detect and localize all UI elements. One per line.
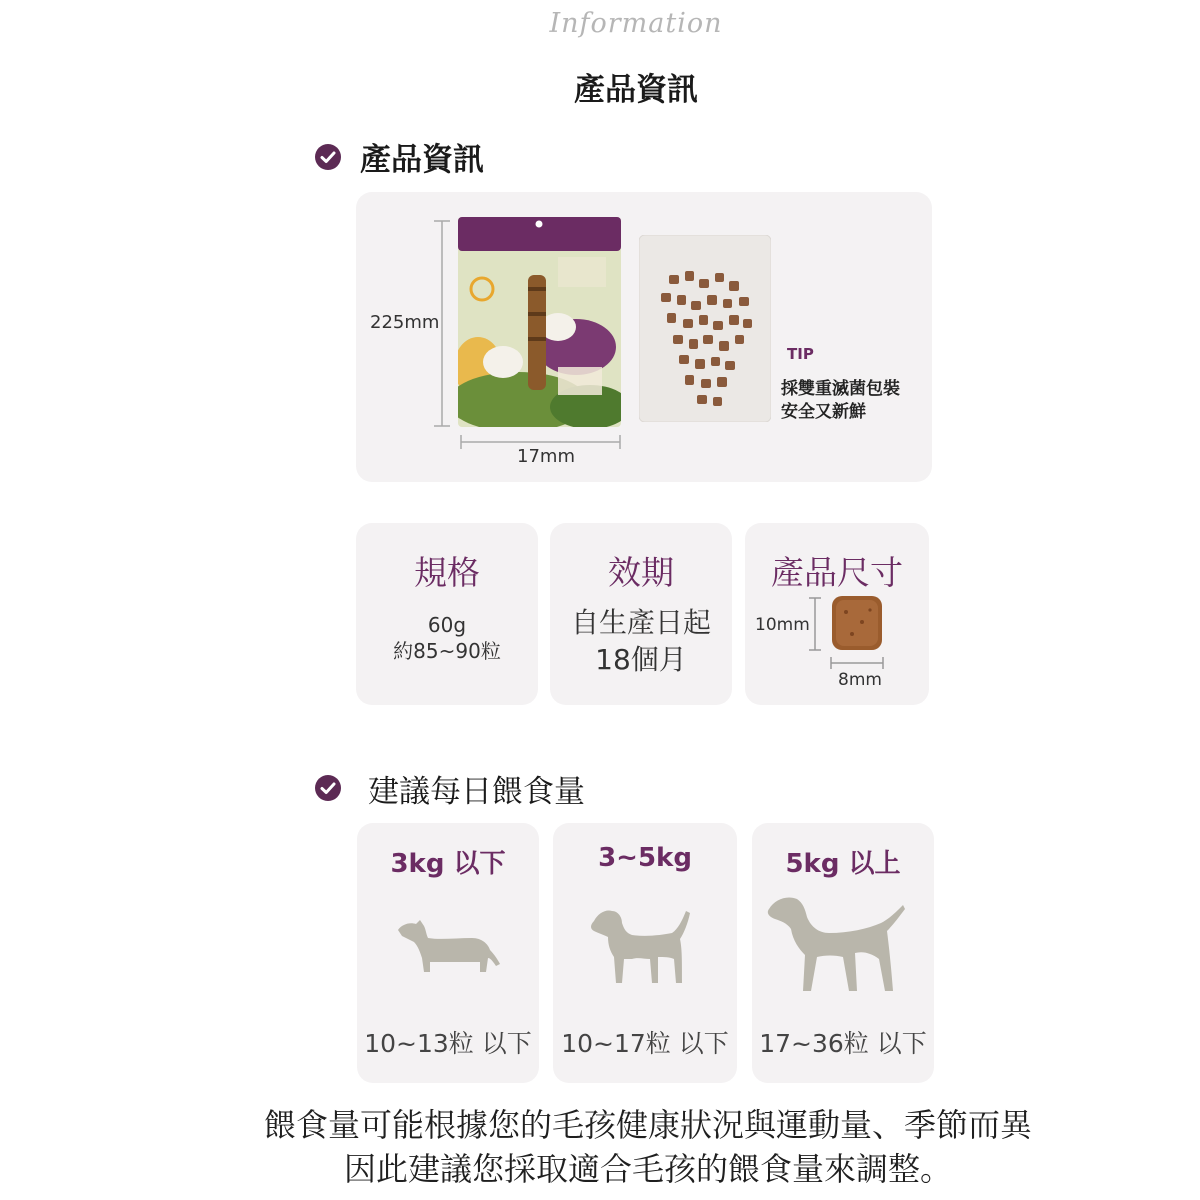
treat-width-label: 8mm <box>838 670 882 690</box>
spec-card-title: 規格 <box>414 553 480 592</box>
treat-width-dimension-line <box>829 656 885 670</box>
tip-text <box>781 378 900 424</box>
feeding-weight: 5kg 以上 <box>785 849 901 879</box>
spec-count: 約85~90粒 <box>393 639 501 663</box>
spec-weight: 60g <box>427 613 467 637</box>
spec-card-expiry <box>550 523 732 705</box>
product-package-image <box>458 217 621 427</box>
feeding-amount: 17~36粒 以下 <box>759 1029 927 1058</box>
height-label: 225mm <box>370 312 440 333</box>
tip-line-2: 安全又新鮮 <box>781 402 866 422</box>
treat-height-dimension-line <box>808 596 822 652</box>
sealed-bag-image <box>639 235 771 422</box>
feeding-note-line-1: 餵食量可能根據您的毛孩健康狀況與運動量、季節而異 <box>263 1106 1032 1144</box>
check-circle-icon <box>315 775 341 801</box>
spec-card-title: 效期 <box>608 553 674 592</box>
large-dog-icon <box>767 895 905 995</box>
dachshund-icon <box>396 912 500 978</box>
tip-label: TIP <box>787 345 814 363</box>
medium-dog-icon <box>590 907 694 987</box>
product-info-heading: 產品資訊 <box>360 142 484 178</box>
information-script-title: Information <box>549 8 723 39</box>
feeding-weight: 3~5kg <box>598 843 692 873</box>
daily-feeding-heading: 建議每日餵食量 <box>368 774 585 810</box>
feeding-weight: 3kg 以下 <box>390 849 506 879</box>
spec-card-title: 產品尺寸 <box>771 553 903 592</box>
width-label: 17mm <box>517 446 575 467</box>
treat-height-label: 10mm <box>755 615 810 635</box>
feeding-note-line-2: 因此建議您採取適合毛孩的餵食量來調整。 <box>343 1150 952 1188</box>
expiry-line-1: 自生產日起 <box>570 606 711 639</box>
expiry-line-2: 18個月 <box>595 643 687 676</box>
spec-card-size <box>356 523 538 705</box>
tip-line-1: 採雙重滅菌包裝 <box>781 379 900 399</box>
page-title: 產品資訊 <box>574 72 698 108</box>
check-circle-icon <box>315 144 341 170</box>
feeding-amount: 10~13粒 以下 <box>364 1029 532 1058</box>
feeding-amount: 10~17粒 以下 <box>561 1029 729 1058</box>
treat-cube-image <box>830 594 884 652</box>
